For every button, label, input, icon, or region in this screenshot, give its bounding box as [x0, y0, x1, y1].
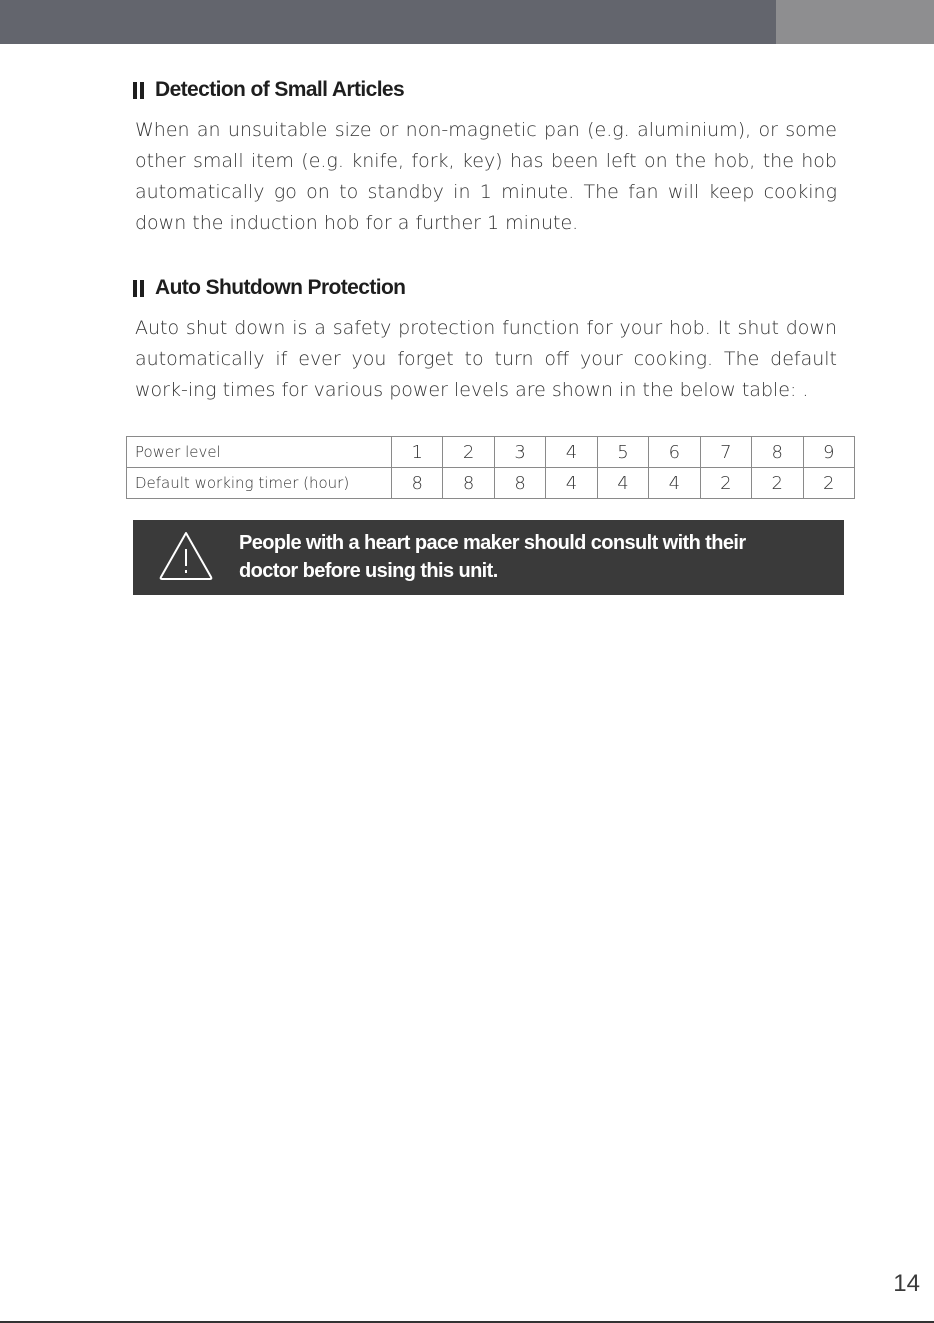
table-cell: 6: [649, 437, 700, 468]
power-level-timer-table: [126, 436, 855, 499]
section-heading-text: Auto Shutdown Protection: [155, 276, 406, 299]
section-heading-auto-shutdown: [133, 276, 405, 300]
table-cell: 8: [392, 468, 443, 499]
warning-line-2: doctor before using this unit.: [239, 560, 498, 582]
table-cell: 2: [700, 468, 751, 499]
section-body-small-articles: When an unsuitable size or non-magnetic pan (e.g. aluminium), or some other small item (e.g. knife, fork, key) has been left on the hob, the hob automatically go on to standby in 1 minute. The fan will keep cooking down the induction hob for a further 1 minute.: [135, 119, 837, 234]
header-bar-accent: [776, 0, 934, 44]
table-cell: 9: [803, 437, 855, 468]
table-cell: 7: [700, 437, 751, 468]
row-label: Power level: [127, 437, 392, 468]
table-cell: 4: [649, 468, 700, 499]
page-number: 14: [893, 1270, 920, 1297]
table-cell: 8: [494, 468, 545, 499]
heading-marker-icon: [133, 82, 144, 99]
section-heading-text: Detection of Small Articles: [155, 78, 405, 101]
table-cell: 1: [392, 437, 443, 468]
table-cell: 4: [546, 437, 597, 468]
warning-text: [239, 529, 819, 585]
table-cell: 2: [803, 468, 855, 499]
section-heading-small-articles: [133, 78, 404, 102]
table-cell: 2: [752, 468, 803, 499]
table-cell: 8: [752, 437, 803, 468]
header-bar: [0, 0, 776, 44]
table-cell: 2: [443, 437, 494, 468]
table-cell: 3: [494, 437, 545, 468]
heading-marker-icon: [133, 280, 144, 297]
table-row-power-level: [127, 437, 855, 468]
table-cell: 4: [597, 468, 648, 499]
warning-box: [133, 520, 844, 595]
section-body-auto-shutdown: Auto shut down is a safety protection function for your hob. It shut down automatically if ever you forget to turn off your cooking. The default work-ing times for various power levels are shown in the below table: .: [135, 317, 837, 401]
table-row-default-timer: [127, 468, 855, 499]
table-cell: 4: [546, 468, 597, 499]
table-cell: 8: [443, 468, 494, 499]
warning-line-1: People with a heart pace maker should consult with their: [239, 532, 746, 554]
row-label: Default working timer (hour): [127, 468, 392, 499]
table-cell: 5: [597, 437, 648, 468]
warning-triangle-icon: [157, 529, 215, 583]
